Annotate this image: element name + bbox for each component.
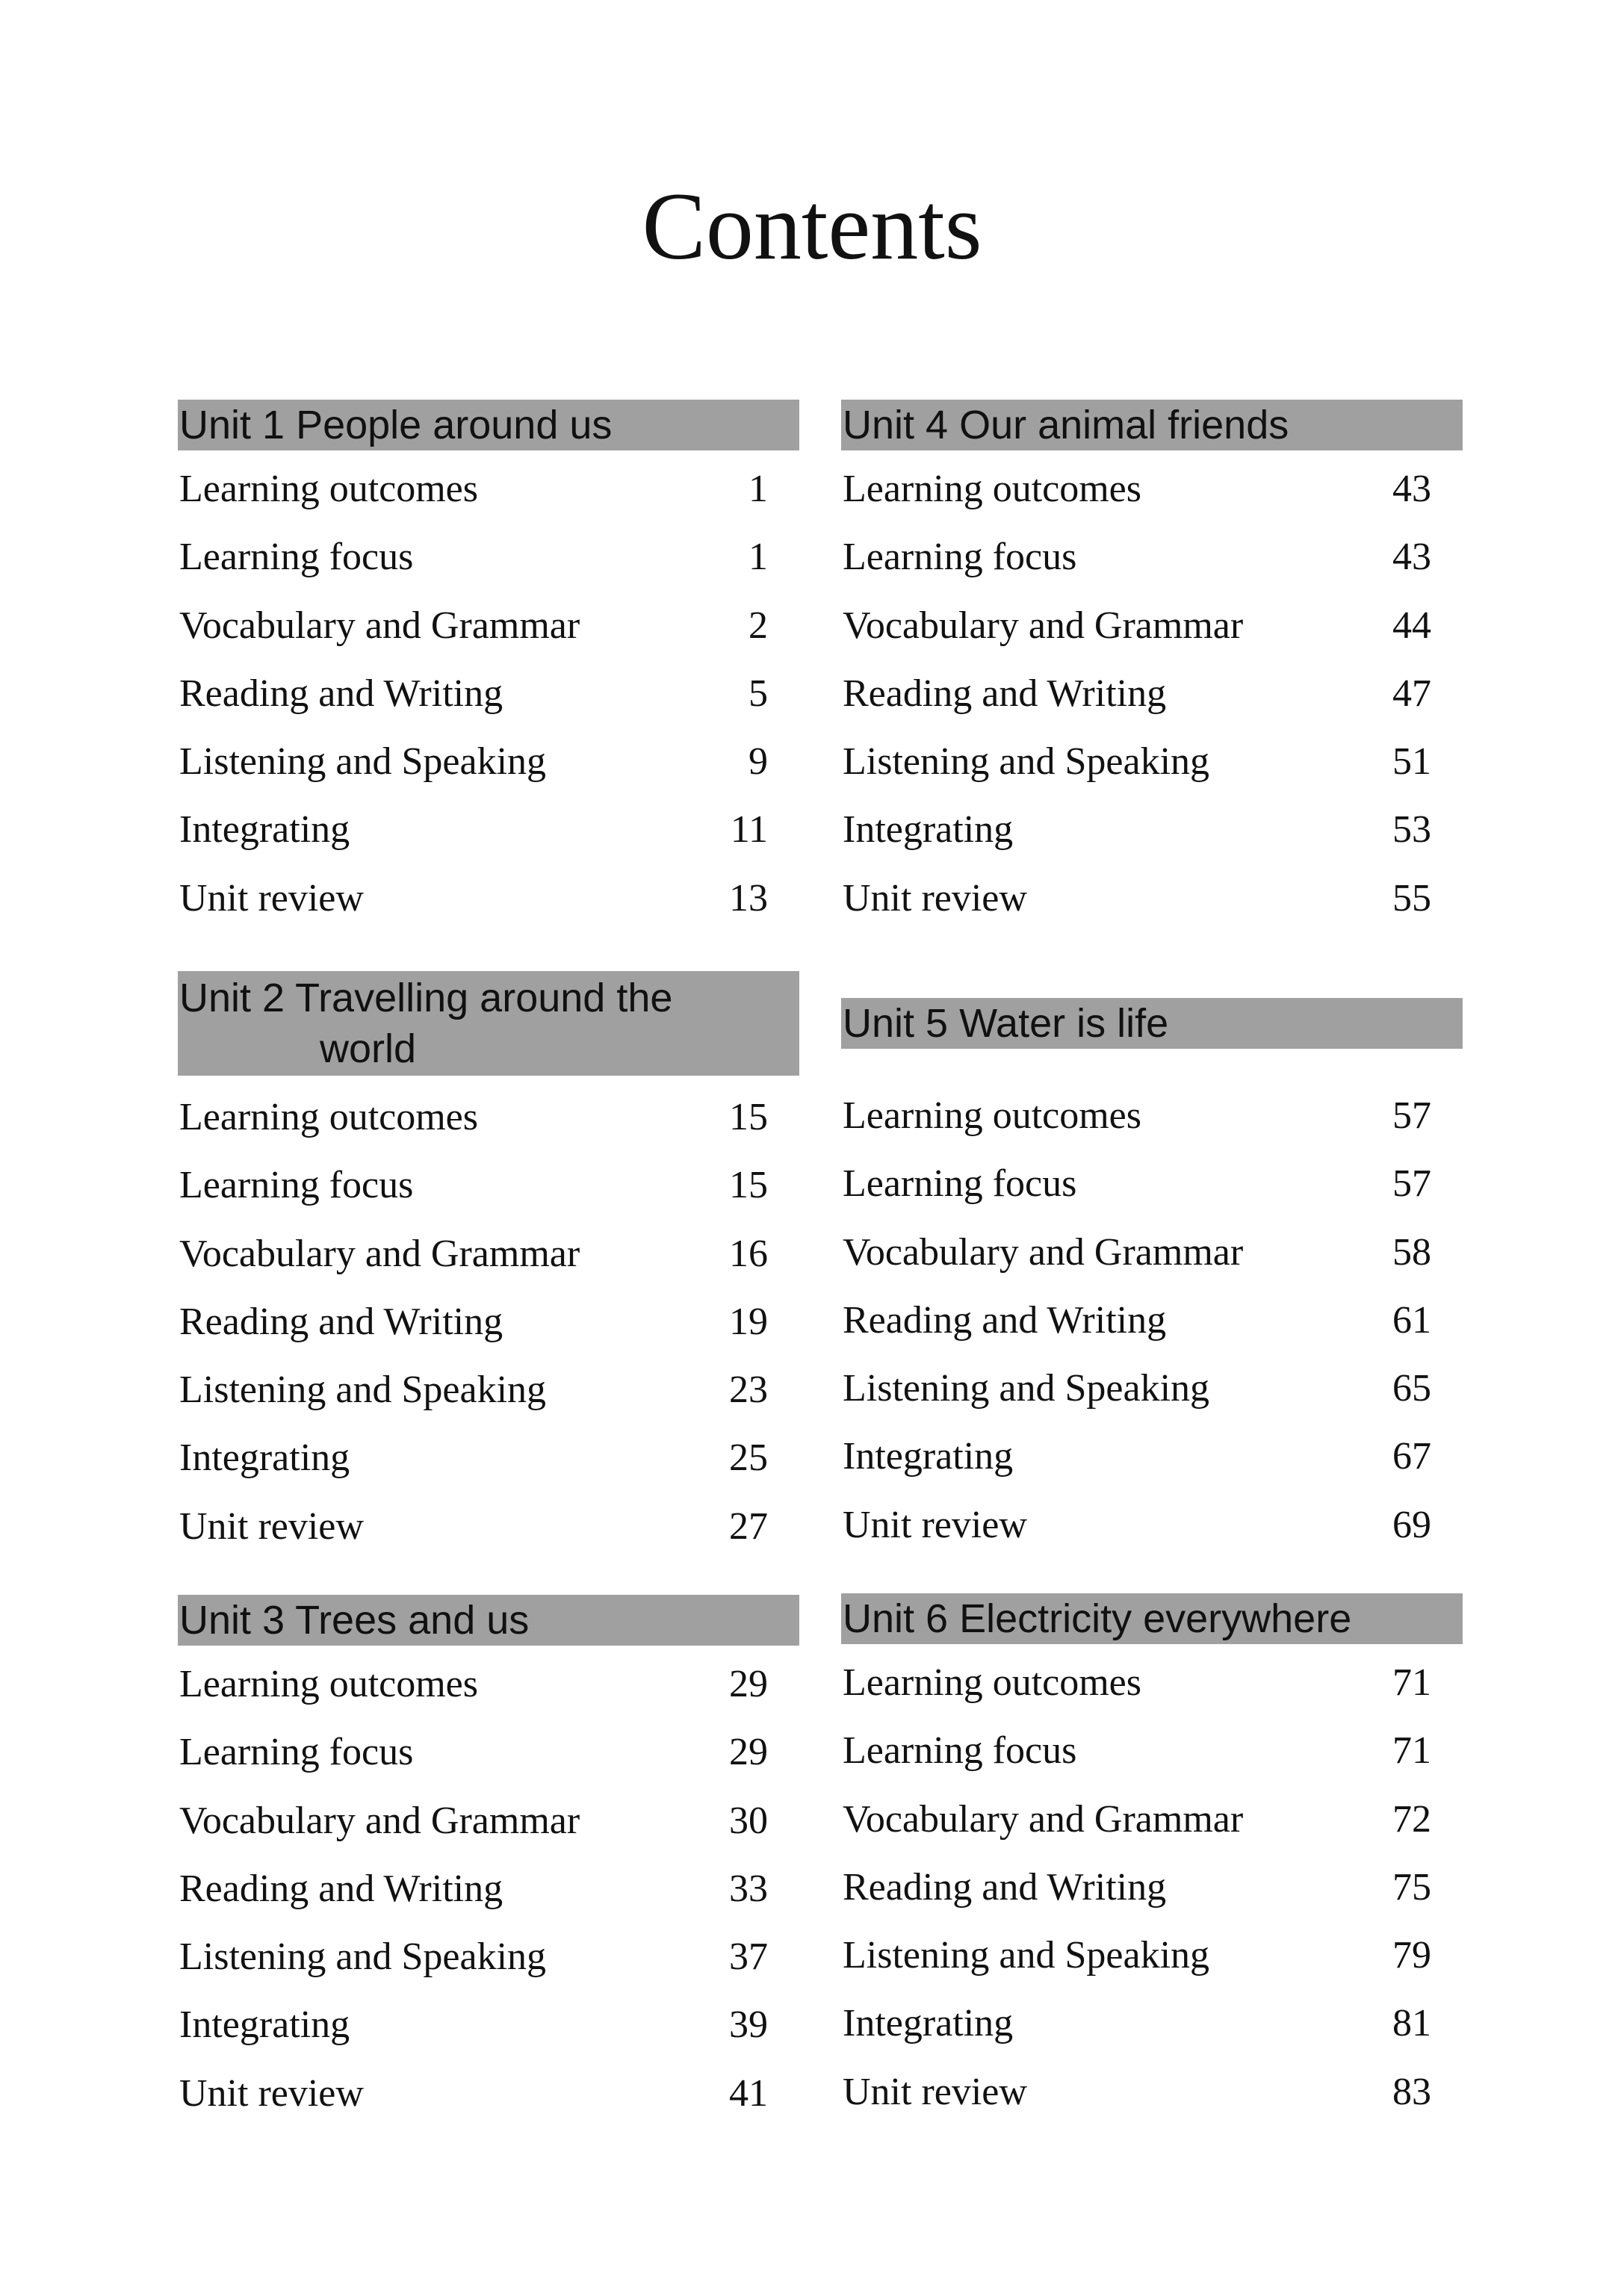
toc-entry[interactable]: [178, 1991, 799, 2059]
entry-page: 43: [1392, 536, 1431, 579]
unit-3-section: [178, 1595, 799, 2127]
toc-entry[interactable]: [841, 1717, 1463, 1785]
entry-label: Vocabulary and Grammar: [179, 1799, 580, 1842]
entry-page: 51: [1392, 740, 1431, 784]
entry-page: 83: [1392, 2070, 1431, 2113]
entry-page: 29: [729, 1663, 768, 1705]
entry-page: 37: [729, 1935, 768, 1979]
entry-label: Learning outcomes: [843, 1661, 1141, 1704]
entry-label: Integrating: [179, 1436, 350, 1480]
unit-1-section: [178, 400, 799, 932]
entry-page: 67: [1392, 1435, 1431, 1478]
toc-entry[interactable]: [841, 1082, 1463, 1150]
toc-entry[interactable]: [841, 592, 1463, 660]
toc-entry[interactable]: [841, 864, 1463, 932]
unit-3-entries: [178, 1650, 799, 2127]
entry-label: Learning focus: [843, 1729, 1077, 1773]
entry-label: Integrating: [179, 808, 350, 852]
toc-entry[interactable]: [178, 592, 799, 660]
toc-entry[interactable]: [178, 1787, 799, 1855]
unit-4-entries: [841, 455, 1463, 932]
unit-5-entries: [841, 1082, 1463, 1559]
toc-entry[interactable]: [178, 523, 799, 591]
entry-page: 27: [729, 1504, 768, 1548]
entry-page: 11: [730, 808, 768, 852]
entry-label: Listening and Speaking: [843, 1934, 1210, 1977]
unit-5-section: [841, 998, 1463, 1559]
entry-page: 2: [749, 604, 768, 647]
entry-label: Learning focus: [179, 536, 414, 579]
entry-page: 47: [1392, 672, 1431, 715]
toc-entry[interactable]: [178, 2059, 799, 2127]
unit-5-heading[interactable]: Unit 5 Water is life: [841, 998, 1463, 1049]
entry-page: 1: [749, 536, 768, 579]
entry-page: 5: [749, 672, 768, 715]
toc-entry[interactable]: [841, 728, 1463, 796]
entry-label: Unit review: [179, 1504, 364, 1548]
unit-6-heading[interactable]: Unit 6 Electricity everywhere: [841, 1593, 1463, 1644]
unit-1-entries: [178, 455, 799, 932]
entry-label: Unit review: [843, 1503, 1027, 1546]
entry-page: 25: [729, 1436, 768, 1480]
unit-4-section: [841, 400, 1463, 932]
entry-page: 75: [1392, 1865, 1431, 1909]
entry-page: 29: [729, 1731, 768, 1774]
toc-entry[interactable]: [841, 660, 1463, 728]
entry-page: 13: [729, 876, 768, 920]
entry-label: Vocabulary and Grammar: [843, 1797, 1244, 1841]
entry-page: 41: [729, 2071, 768, 2115]
entry-label: Learning outcomes: [179, 468, 478, 510]
toc-entry[interactable]: [178, 1855, 799, 1923]
unit-2-entries: [178, 1083, 799, 1560]
entry-label: Learning outcomes: [843, 468, 1141, 510]
entry-page: 55: [1392, 876, 1431, 920]
entry-page: 44: [1392, 604, 1431, 647]
unit-1-heading[interactable]: Unit 1 People around us: [178, 400, 799, 450]
entry-page: 15: [729, 1096, 768, 1138]
entry-label: Reading and Writing: [179, 672, 503, 715]
entry-label: Listening and Speaking: [179, 1935, 547, 1979]
entry-label: Learning outcomes: [179, 1096, 478, 1138]
entry-label: Reading and Writing: [843, 1865, 1167, 1909]
toc-entry[interactable]: [178, 1220, 799, 1288]
entry-page: 15: [729, 1164, 768, 1207]
entry-page: 16: [729, 1232, 768, 1275]
unit-2-heading-line2: world: [320, 1026, 417, 1071]
entry-label: Unit review: [843, 2070, 1027, 2113]
toc-entry[interactable]: [841, 1422, 1463, 1490]
entry-page: 65: [1392, 1367, 1431, 1410]
entry-label: Learning outcomes: [843, 1094, 1141, 1137]
entry-label: Reading and Writing: [179, 1867, 503, 1910]
toc-entry[interactable]: [841, 1218, 1463, 1286]
entry-label: Unit review: [843, 876, 1027, 920]
toc-entry[interactable]: [841, 455, 1463, 523]
toc-entry[interactable]: [178, 660, 799, 728]
entry-page: 72: [1392, 1797, 1431, 1841]
entry-page: 71: [1392, 1661, 1431, 1704]
entry-label: Vocabulary and Grammar: [179, 1232, 580, 1275]
toc-entry[interactable]: [841, 1921, 1463, 1989]
entry-page: 53: [1392, 808, 1431, 852]
unit-4-heading[interactable]: Unit 4 Our animal friends: [841, 400, 1463, 450]
entry-label: Integrating: [843, 808, 1014, 852]
entry-page: 57: [1392, 1162, 1431, 1206]
toc-entry[interactable]: [841, 1853, 1463, 1921]
entry-page: 1: [749, 468, 768, 510]
entry-label: Reading and Writing: [843, 672, 1167, 715]
entry-label: Reading and Writing: [179, 1300, 503, 1343]
entry-label: Learning focus: [179, 1164, 414, 1207]
entry-label: Vocabulary and Grammar: [179, 604, 580, 647]
entry-page: 79: [1392, 1934, 1431, 1977]
toc-entry[interactable]: [178, 1424, 799, 1492]
toc-entry[interactable]: [841, 1785, 1463, 1853]
entry-label: Unit review: [179, 876, 364, 920]
toc-entry[interactable]: [178, 864, 799, 932]
toc-entry[interactable]: [178, 796, 799, 864]
toc-entry[interactable]: [178, 1718, 799, 1786]
entry-page: 23: [729, 1368, 768, 1412]
entry-label: Learning focus: [843, 536, 1077, 579]
entry-label: Listening and Speaking: [179, 1368, 547, 1412]
toc-entry[interactable]: [178, 1923, 799, 1991]
entry-label: Listening and Speaking: [843, 740, 1210, 784]
toc-entry[interactable]: [178, 1151, 799, 1219]
entry-page: 30: [729, 1799, 768, 1842]
toc-entry[interactable]: [178, 1288, 799, 1356]
entry-page: 57: [1392, 1094, 1431, 1137]
toc-entry[interactable]: [178, 1650, 799, 1718]
toc-entry[interactable]: [841, 1150, 1463, 1218]
toc-entry[interactable]: [841, 1354, 1463, 1422]
entry-page: 69: [1392, 1503, 1431, 1546]
toc-entry[interactable]: [178, 1083, 799, 1151]
toc-entry[interactable]: [841, 1649, 1463, 1717]
entry-page: 39: [729, 2003, 768, 2047]
entry-label: Integrating: [843, 2002, 1014, 2045]
entry-label: Vocabulary and Grammar: [843, 1230, 1244, 1274]
entry-label: Learning focus: [179, 1731, 414, 1774]
unit-3-heading[interactable]: Unit 3 Trees and us: [178, 1595, 799, 1646]
toc-entry[interactable]: [178, 1356, 799, 1424]
entry-label: Listening and Speaking: [179, 740, 547, 784]
entry-page: 81: [1392, 2002, 1431, 2045]
entry-label: Reading and Writing: [843, 1298, 1167, 1342]
entry-label: Listening and Speaking: [843, 1367, 1210, 1410]
unit-2-heading-line1: Unit 2 Travelling around the: [179, 976, 673, 1020]
unit-6-section: [841, 1593, 1463, 2126]
unit-2-section: [178, 971, 799, 1560]
entry-label: Unit review: [179, 2071, 364, 2115]
entry-page: 43: [1392, 468, 1431, 510]
entry-label: Integrating: [843, 1435, 1014, 1478]
entry-label: Learning focus: [843, 1162, 1077, 1206]
entry-label: Learning outcomes: [179, 1663, 478, 1705]
entry-page: 58: [1392, 1230, 1431, 1274]
toc-entry[interactable]: [841, 523, 1463, 591]
unit-6-entries: [841, 1649, 1463, 2126]
toc-entry[interactable]: [841, 1989, 1463, 2057]
toc-entry[interactable]: [841, 2058, 1463, 2126]
entry-page: 19: [729, 1300, 768, 1343]
toc-entry[interactable]: [841, 1491, 1463, 1559]
entry-label: Integrating: [179, 2003, 350, 2047]
toc-entry[interactable]: [841, 796, 1463, 864]
page-title: Contents: [642, 173, 982, 279]
entry-label: Vocabulary and Grammar: [843, 604, 1244, 647]
toc-entry[interactable]: [178, 728, 799, 796]
entry-page: 61: [1392, 1298, 1431, 1342]
entry-page: 9: [749, 740, 768, 784]
entry-page: 33: [729, 1867, 768, 1910]
unit-2-heading[interactable]: [178, 971, 799, 1076]
toc-entry[interactable]: [841, 1286, 1463, 1354]
toc-entry[interactable]: [178, 1492, 799, 1560]
entry-page: 71: [1392, 1729, 1431, 1773]
toc-entry[interactable]: [178, 455, 799, 523]
